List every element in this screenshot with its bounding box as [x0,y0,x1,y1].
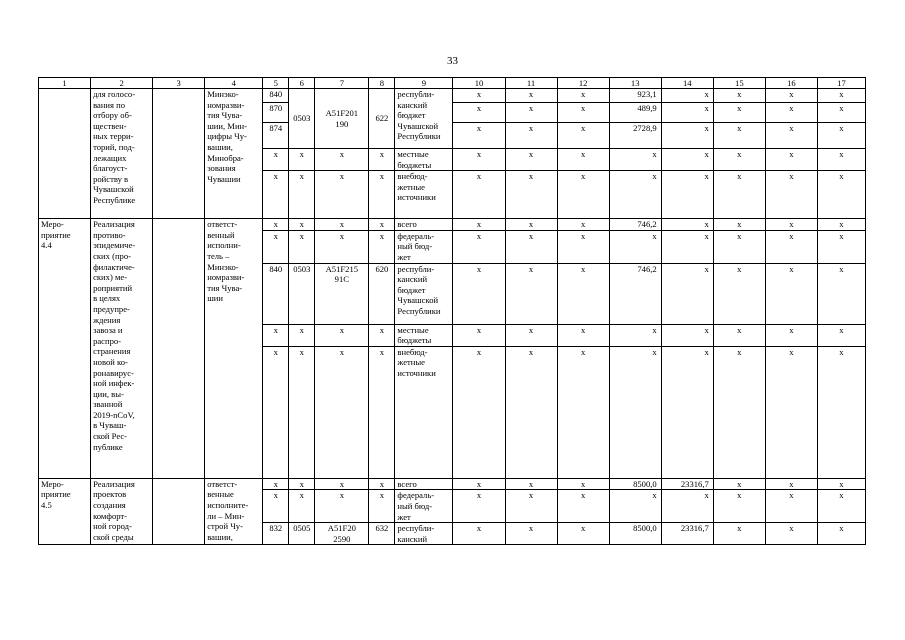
code-cell: х [289,490,315,523]
code-cell: х [263,171,289,219]
value-cell: х [505,219,557,231]
column-header: 13 [609,78,661,89]
column-header: 1 [39,78,91,89]
value-cell: х [765,490,817,523]
empty-cell [153,89,205,219]
column-header: 10 [453,78,505,89]
code-cell: х [315,478,369,490]
value-cell: х [609,346,661,478]
code-cell: х [315,230,369,263]
value-cell: х [557,263,609,324]
value-cell: х [453,324,505,346]
value-cell: х [765,478,817,490]
value-cell: х [713,324,765,346]
value-cell: х [661,324,713,346]
value-cell: 923,1 [609,89,661,103]
value-cell: х [817,219,865,231]
code-cell: 620 [369,263,395,324]
code-cell: х [289,324,315,346]
code-cell: 870 [263,103,289,123]
source-cell: республи- канский [395,523,453,545]
column-header: 9 [395,78,453,89]
source-cell: внебюд- жетные источники [395,171,453,219]
value-cell: х [557,103,609,123]
column-header: 3 [153,78,205,89]
value-cell: х [817,324,865,346]
value-cell: х [661,263,713,324]
value-cell: х [713,149,765,171]
column-header: 11 [505,78,557,89]
code-cell: х [315,490,369,523]
column-header: 15 [713,78,765,89]
value-cell: х [765,523,817,545]
code-cell: х [263,478,289,490]
value-cell: х [713,103,765,123]
value-cell: х [505,346,557,478]
value-cell: х [817,263,865,324]
code-cell: х [369,149,395,171]
value-cell: х [557,523,609,545]
value-cell: х [713,523,765,545]
source-cell: местные бюджеты [395,324,453,346]
value-cell: х [609,230,661,263]
code-cell: х [263,324,289,346]
value-cell: 8500,0 [609,478,661,490]
value-cell: 2728,9 [609,123,661,149]
value-cell: х [453,219,505,231]
value-cell: х [713,123,765,149]
code-cell: А51F201 190 [315,89,369,149]
column-header: 8 [369,78,395,89]
code-cell: х [289,219,315,231]
source-cell: местные бюджеты [395,149,453,171]
column-header: 16 [765,78,817,89]
code-cell: х [289,346,315,478]
value-cell: х [557,171,609,219]
value-cell: х [557,123,609,149]
column-header: 6 [289,78,315,89]
value-cell: х [453,171,505,219]
value-cell: х [817,103,865,123]
value-cell: х [765,103,817,123]
value-cell: х [765,346,817,478]
code-cell: х [315,324,369,346]
source-cell: всего [395,478,453,490]
value-cell: 746,2 [609,263,661,324]
value-cell: х [505,523,557,545]
value-cell: х [817,490,865,523]
code-cell: х [263,219,289,231]
value-cell: х [713,478,765,490]
code-cell: 622 [369,89,395,149]
column-header: 17 [817,78,865,89]
value-cell: х [505,149,557,171]
value-cell: х [765,171,817,219]
code-cell: х [369,219,395,231]
value-cell: х [453,478,505,490]
value-cell: х [661,149,713,171]
code-cell: х [289,230,315,263]
value-cell: х [817,346,865,478]
code-cell: 0503 [289,89,315,149]
value-cell: х [557,490,609,523]
value-cell: х [661,103,713,123]
source-cell: всего [395,219,453,231]
table-row [39,478,866,490]
value-cell: х [453,346,505,478]
value-cell: х [453,89,505,103]
code-cell: х [263,490,289,523]
code-cell: х [263,230,289,263]
description-cell: Реализация проектов создания комфорт- ной город- ской среды [91,478,153,545]
value-cell: х [609,324,661,346]
value-cell: х [713,219,765,231]
value-cell: х [765,263,817,324]
value-cell: х [713,346,765,478]
value-cell: х [453,523,505,545]
header-row [39,78,866,89]
value-cell: х [817,523,865,545]
value-cell: х [713,263,765,324]
source-cell: федераль- ный бюд- жет [395,230,453,263]
value-cell: х [505,490,557,523]
code-cell: х [289,171,315,219]
code-cell: х [315,346,369,478]
code-cell: х [315,219,369,231]
value-cell: х [453,263,505,324]
value-cell: х [713,89,765,103]
value-cell: х [765,89,817,103]
responsible-cell: ответст- венный исполни- тель – Минэко- номразви- тия Чува- шии [205,219,263,479]
value-cell: х [453,103,505,123]
value-cell: х [661,230,713,263]
value-cell: 489,9 [609,103,661,123]
value-cell: х [505,103,557,123]
empty-cell [153,478,205,545]
code-cell: х [263,149,289,171]
value-cell: х [557,324,609,346]
column-header: 12 [557,78,609,89]
value-cell: х [557,230,609,263]
value-cell: х [661,123,713,149]
code-cell: 0503 [289,263,315,324]
code-cell: х [369,230,395,263]
code-cell: 632 [369,523,395,545]
description-cell: для голосо- вания по отбору об- ществен- ных терри- торий, под- лежащих благоуст- ройству в Чувашской Республике [91,89,153,219]
value-cell: х [557,346,609,478]
code-cell: х [369,478,395,490]
value-cell: х [661,219,713,231]
value-cell: х [505,123,557,149]
code-cell: А51F20 2590 [315,523,369,545]
value-cell: 8500,0 [609,523,661,545]
value-cell: х [817,230,865,263]
page-number: 33 [447,55,458,67]
empty-cell [153,219,205,479]
value-cell: х [505,478,557,490]
value-cell: х [713,490,765,523]
value-cell: х [817,478,865,490]
value-cell: х [661,89,713,103]
value-cell: х [505,324,557,346]
value-cell: х [817,89,865,103]
column-header: 7 [315,78,369,89]
table-row [39,89,866,103]
code-cell: х [369,490,395,523]
value-cell: х [505,89,557,103]
code-cell: 832 [263,523,289,545]
source-cell: внебюд- жетные источники [395,346,453,478]
value-cell: х [505,263,557,324]
description-cell: Реализация противо- эпидемиче- ских (про- филактиче- ских) ме- роприятий в целях предупре- ждения завоза и распро- странения новой ко- ронавирус- ной инфек- ции, вы- званной 2019-nCoV, в Чуваш- ской Рес- публике [91,219,153,479]
column-header: 14 [661,78,713,89]
value-cell: х [817,149,865,171]
value-cell: х [817,123,865,149]
value-cell: х [765,219,817,231]
source-cell: федераль- ный бюд- жет [395,490,453,523]
value-cell: 23316,7 [661,523,713,545]
value-cell: х [661,346,713,478]
value-cell: х [765,230,817,263]
value-cell: х [817,171,865,219]
value-cell: х [557,219,609,231]
event-cell: Меро- приятие 4.4 [39,219,91,479]
value-cell: х [765,149,817,171]
column-header: 5 [263,78,289,89]
value-cell: х [453,230,505,263]
budget-table [38,77,866,545]
responsible-cell: Минэко- номразви- тия Чува- шии, Мин- цифры Чу- вашии, Минобра- зования Чувашии [205,89,263,219]
value-cell: х [765,324,817,346]
value-cell: х [713,171,765,219]
value-cell: х [765,123,817,149]
value-cell: х [453,490,505,523]
value-cell: х [609,490,661,523]
source-cell: республи- канский бюджет Чувашской Республики [395,89,453,149]
code-cell: х [369,346,395,478]
code-cell: 0505 [289,523,315,545]
event-cell [39,89,91,219]
code-cell: х [289,478,315,490]
value-cell: х [609,171,661,219]
value-cell: х [661,490,713,523]
code-cell: А51F215 91С [315,263,369,324]
value-cell: х [453,123,505,149]
value-cell: х [453,149,505,171]
column-header: 4 [205,78,263,89]
code-cell: х [315,171,369,219]
value-cell: 23316,7 [661,478,713,490]
value-cell: х [505,171,557,219]
source-cell: республи- канский бюджет Чувашской Республики [395,263,453,324]
value-cell: х [557,149,609,171]
code-cell: х [289,149,315,171]
code-cell: х [369,171,395,219]
value-cell: х [661,171,713,219]
value-cell: х [557,478,609,490]
responsible-cell: ответст- венные исполните- ли – Мин- строй Чу- вашии, [205,478,263,545]
value-cell: 746,2 [609,219,661,231]
value-cell: х [557,89,609,103]
code-cell: х [263,346,289,478]
code-cell: 874 [263,123,289,149]
value-cell: х [505,230,557,263]
value-cell: х [609,149,661,171]
code-cell: х [369,324,395,346]
code-cell: 840 [263,89,289,103]
column-header: 2 [91,78,153,89]
code-cell: х [315,149,369,171]
code-cell: 840 [263,263,289,324]
value-cell: х [713,230,765,263]
table-row [39,219,866,231]
event-cell: Меро- приятие 4.5 [39,478,91,545]
